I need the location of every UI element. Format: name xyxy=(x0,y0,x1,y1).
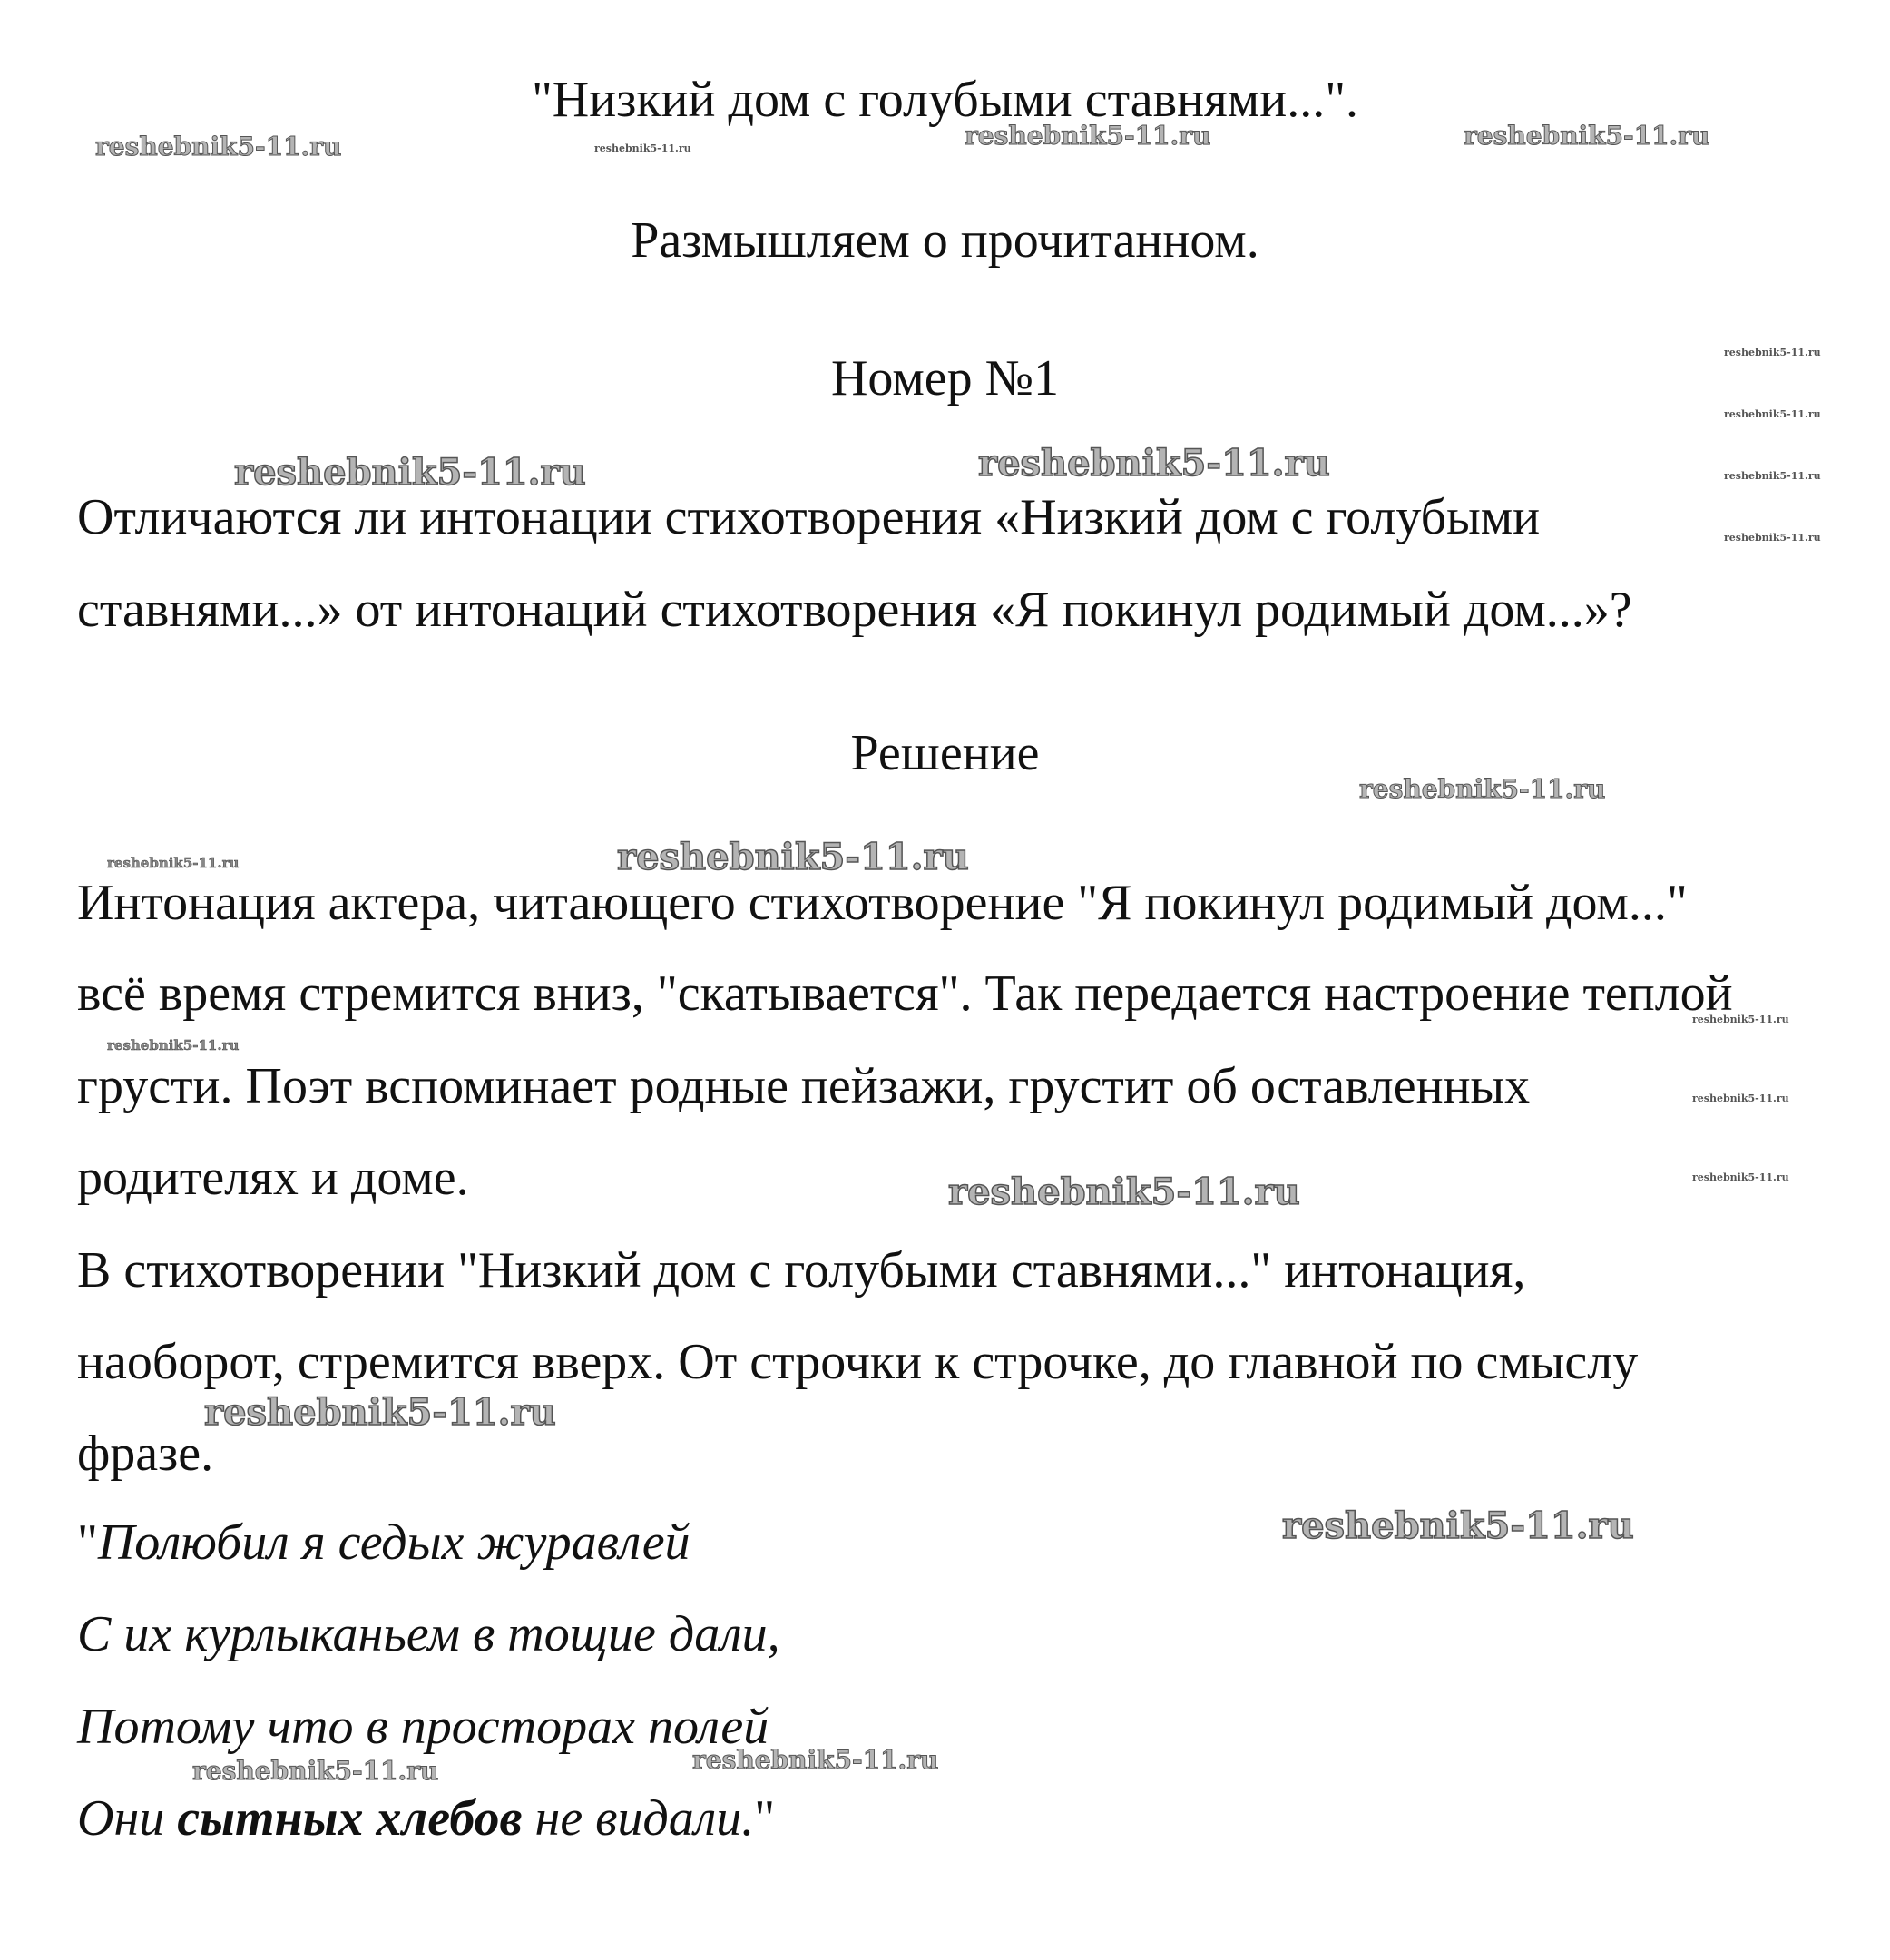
solution-heading: Решение xyxy=(850,725,1040,781)
watermark: reshebnik5-11.ru xyxy=(1724,532,1821,544)
watermark: reshebnik5-11.ru xyxy=(978,442,1330,485)
watermark: reshebnik5-11.ru xyxy=(204,1391,556,1434)
watermark: reshebnik5-11.ru xyxy=(1724,470,1821,482)
poem-line xyxy=(77,1515,690,1572)
answer-line: фразе. xyxy=(77,1426,214,1482)
poem-line: Потому что в просторах полей xyxy=(77,1699,769,1755)
watermark: reshebnik5-11.ru xyxy=(107,1037,240,1054)
watermark: reshebnik5-11.ru xyxy=(1692,1093,1789,1104)
watermark: reshebnik5-11.ru xyxy=(107,855,240,871)
watermark: reshebnik5-11.ru xyxy=(617,836,969,878)
watermark: reshebnik5-11.ru xyxy=(95,132,342,162)
watermark: reshebnik5-11.ru xyxy=(1724,347,1821,358)
watermark: reshebnik5-11.ru xyxy=(692,1745,939,1775)
answer-line: Интонация актера, читающего стихотворение "Я покинул родимый дом..." xyxy=(77,875,1688,931)
watermark: reshebnik5-11.ru xyxy=(1282,1504,1634,1547)
poem-line: С их курлыканьем в тощие дали, xyxy=(77,1606,780,1662)
question-line: ставнями...» от интонаций стихотворения «Я покинул родимый дом...»? xyxy=(77,582,1632,638)
watermark: reshebnik5-11.ru xyxy=(594,142,691,154)
section-subtitle: Размышляем о прочитанном. xyxy=(631,212,1259,269)
answer-line: грусти. Поэт вспоминает родные пейзажи, грустит об оставленных xyxy=(77,1058,1531,1114)
poem-close-quote: " xyxy=(754,1790,776,1847)
task-heading: Номер №1 xyxy=(830,350,1060,407)
poem-line-text: Полюбил я седых журавлей xyxy=(97,1514,690,1571)
watermark: reshebnik5-11.ru xyxy=(192,1756,439,1786)
poem-open-quote: " xyxy=(77,1514,98,1571)
watermark: reshebnik5-11.ru xyxy=(234,451,586,494)
answer-line: наоборот, стремится вверх. От строчки к строчке, до главной по смыслу xyxy=(77,1334,1639,1390)
answer-line: В стихотворении "Низкий дом с голубыми ставнями..." интонация, xyxy=(77,1242,1526,1298)
poem-line xyxy=(77,1791,775,1847)
watermark: reshebnik5-11.ru xyxy=(948,1171,1300,1213)
document-title: "Низкий дом с голубыми ставнями...". xyxy=(531,72,1359,128)
poem-line-text: Они xyxy=(77,1790,178,1847)
answer-line: родителях и доме. xyxy=(77,1150,469,1206)
watermark: reshebnik5-11.ru xyxy=(1692,1171,1789,1183)
watermark: reshebnik5-11.ru xyxy=(1724,408,1821,420)
answer-line: всё время стремится вниз, "скатывается". Так передается настроение теплой xyxy=(77,965,1733,1022)
poem-emphasis: сытных хлебов xyxy=(177,1790,523,1847)
watermark: reshebnik5-11.ru xyxy=(1464,121,1710,151)
poem-line-text: не видали. xyxy=(522,1790,755,1847)
question-line: Отличаются ли интонации стихотворения «Низкий дом с голубыми xyxy=(77,489,1541,545)
watermark: reshebnik5-11.ru xyxy=(1359,774,1606,804)
watermark: reshebnik5-11.ru xyxy=(965,121,1211,151)
watermark: reshebnik5-11.ru xyxy=(1692,1014,1789,1025)
